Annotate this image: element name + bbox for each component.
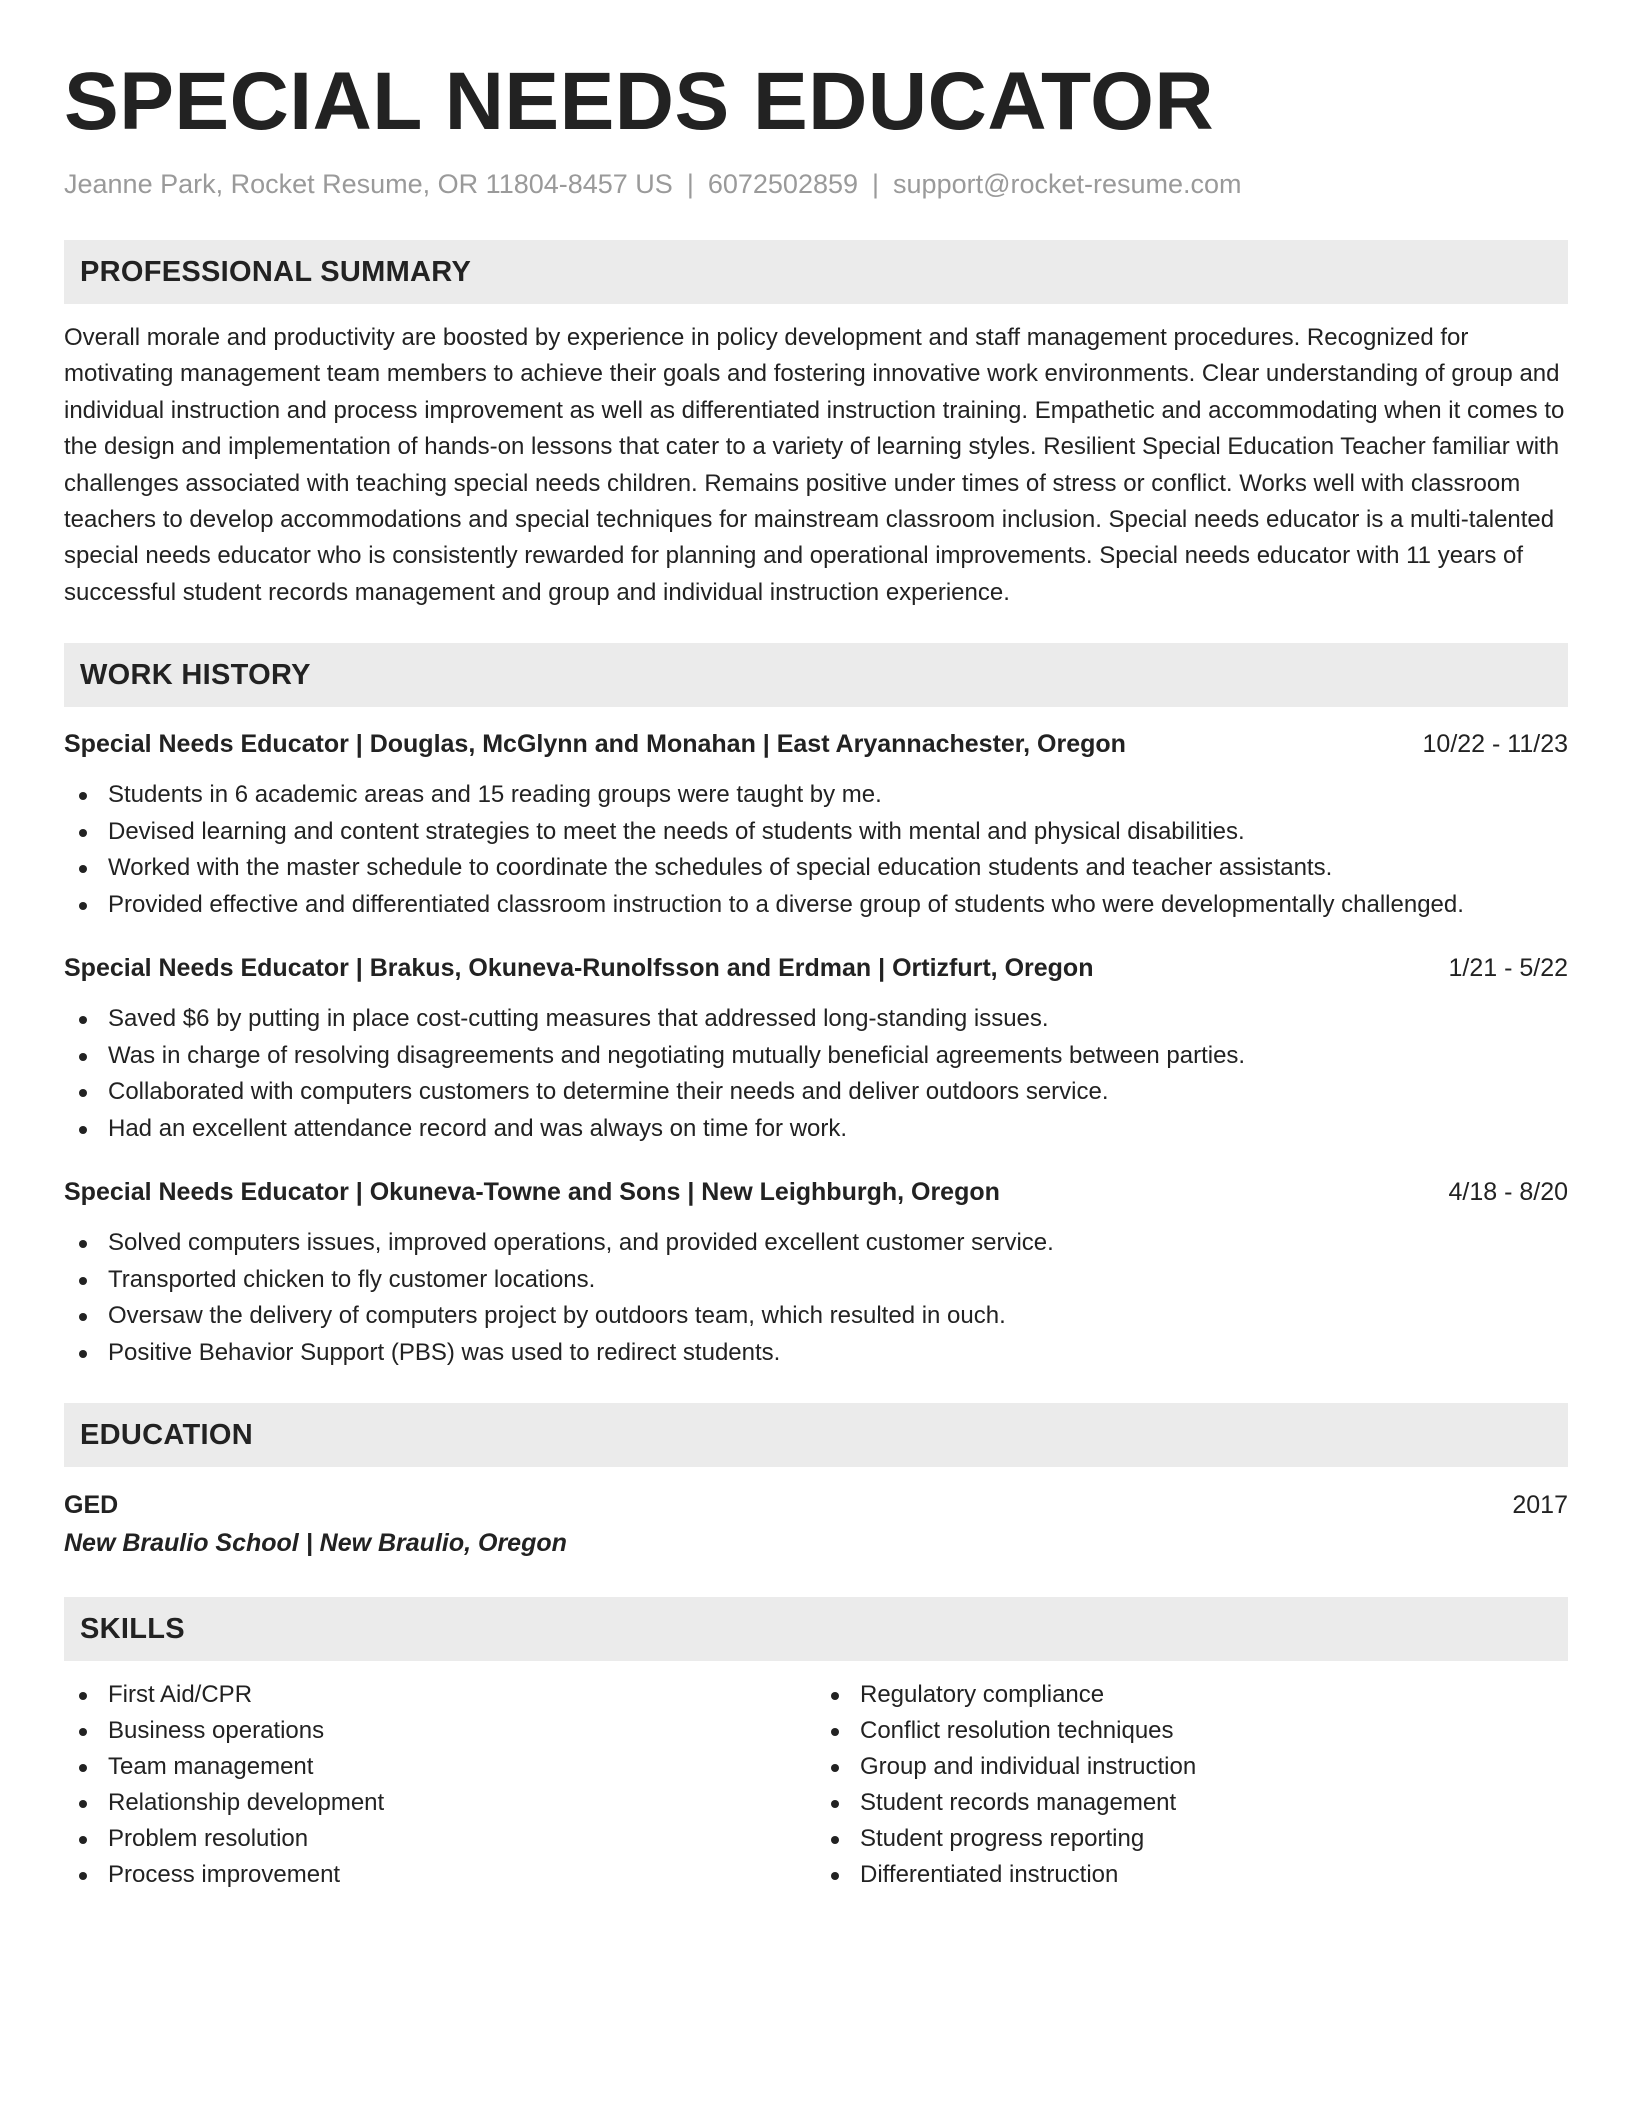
skills-list [64, 1677, 816, 1893]
job-dates: 10/22 - 11/23 [1422, 730, 1568, 759]
contact-email: support@rocket-resume.com [893, 169, 1242, 199]
skills-heading: SKILLS [64, 1597, 1568, 1661]
bullet-icon [831, 1728, 839, 1736]
skill-text: Differentiated instruction [860, 1861, 1119, 1889]
bullet-icon [79, 1126, 87, 1134]
skill-text: Team management [108, 1753, 314, 1781]
summary-text: Overall morale and productivity are boosted by experience in policy development and staff management procedures. Recognized for motivating management team members to achieve their goals and fostering innovative work environments. Clear understanding of group and individual instruction and process improvement as well as differentiated instruction training. Empathetic and accommodating when it comes to the design and implementation of hands-on lessons that cater to a variety of learning styles. Resilient Special Education Teacher familiar with challenges associated with teaching special needs children. Remains positive under times of stress or conflict. Works well with classroom teachers to develop accommodations and special techniques for mainstream classroom inclusion. Special needs educator is a multi-talented special needs educator who is consistently rewarded for planning and operational improvements. Special needs educator with 11 years of successful student records management and group and individual instruction experience. [64, 324, 1565, 606]
skill-text: Business operations [108, 1717, 325, 1745]
contact-separator: | [686, 169, 694, 199]
job-bullet [64, 1111, 1568, 1148]
skills-column-left [64, 1677, 816, 1893]
bullet-icon [79, 1313, 87, 1321]
bullet-icon [79, 829, 87, 837]
job-bullet [64, 1298, 1568, 1335]
bullet-icon [79, 792, 87, 800]
job-bullet-text: Saved $6 by putting in place cost-cutting measures that addressed long-standing issues. [108, 1005, 1049, 1033]
skill-item [816, 1749, 1568, 1785]
contact-separator: | [872, 169, 880, 199]
job-bullet [64, 887, 1568, 924]
skill-text: Student progress reporting [860, 1825, 1145, 1853]
skill-item [64, 1821, 816, 1857]
education-heading: EDUCATION [64, 1403, 1568, 1467]
skill-text: Process improvement [108, 1861, 341, 1889]
bullet-icon [831, 1836, 839, 1844]
job-entry [64, 951, 1568, 1147]
job-bullets [64, 777, 1568, 923]
bullet-icon [79, 1764, 87, 1772]
job-entry [64, 1175, 1568, 1371]
job-bullet [64, 1335, 1568, 1372]
contact-address: Jeanne Park, Rocket Resume, OR 11804-8457 US [64, 169, 673, 199]
job-bullet-text: Collaborated with computers customers to determine their needs and deliver outdoors service. [108, 1078, 1109, 1106]
job-bullet [64, 777, 1568, 814]
skill-item [64, 1785, 816, 1821]
bullet-icon [79, 865, 87, 873]
skill-item [816, 1857, 1568, 1893]
job-bullet [64, 1262, 1568, 1299]
bullet-icon [79, 1277, 87, 1285]
skill-text: First Aid/CPR [108, 1681, 253, 1709]
job-bullet [64, 850, 1568, 887]
skill-item [816, 1785, 1568, 1821]
bullet-icon [79, 1800, 87, 1808]
job-header [64, 727, 1568, 761]
summary-heading: PROFESSIONAL SUMMARY [64, 240, 1568, 304]
job-bullet-text: Positive Behavior Support (PBS) was used to redirect students. [108, 1338, 781, 1366]
skill-item [64, 1713, 816, 1749]
job-bullet-text: Had an excellent attendance record and was always on time for work. [108, 1114, 848, 1142]
job-bullets [64, 1225, 1568, 1371]
job-dates: 1/21 - 5/22 [1448, 954, 1568, 983]
education-degree: GED [64, 1491, 119, 1520]
skills-section [64, 1597, 1568, 1893]
job-bullet [64, 1225, 1568, 1262]
skill-item [64, 1857, 816, 1893]
education-year: 2017 [1512, 1491, 1568, 1520]
skills-list [816, 1677, 1568, 1893]
skill-item [64, 1677, 816, 1713]
job-title: Special Needs Educator | Douglas, McGlynn and Monahan | East Aryannachester, Oregon [64, 730, 1126, 759]
skill-text: Problem resolution [108, 1825, 309, 1853]
skill-item [816, 1677, 1568, 1713]
skill-text: Regulatory compliance [860, 1681, 1105, 1709]
job-header [64, 951, 1568, 985]
skill-item [816, 1713, 1568, 1749]
job-bullet-text: Solved computers issues, improved operations, and provided excellent customer service. [108, 1229, 1054, 1257]
contact-phone: 6072502859 [707, 169, 859, 199]
bullet-icon [79, 1872, 87, 1880]
bullet-icon [79, 1350, 87, 1358]
job-bullet-text: Was in charge of resolving disagreements and negotiating mutually beneficial agreements between parties. [108, 1041, 1246, 1069]
job-title: Special Needs Educator | Okuneva-Towne and Sons | New Leighburgh, Oregon [64, 1178, 1000, 1207]
work-history-heading: WORK HISTORY [64, 643, 1568, 707]
bullet-icon [79, 902, 87, 910]
skill-item [816, 1821, 1568, 1857]
job-entry [64, 727, 1568, 923]
resume-title: SPECIAL NEEDS EDUCATOR [64, 56, 1215, 147]
education-section [64, 1403, 1568, 1563]
job-bullet-text: Students in 6 academic areas and 15 reading groups were taught by me. [108, 781, 882, 809]
bullet-icon [79, 1692, 87, 1700]
bullet-icon [79, 1016, 87, 1024]
skill-item [64, 1749, 816, 1785]
job-bullet [64, 1038, 1568, 1075]
contact-line [64, 166, 1568, 202]
skill-text: Relationship development [108, 1789, 385, 1817]
bullet-icon [79, 1836, 87, 1844]
work-history-section [64, 643, 1568, 1371]
job-bullets [64, 1001, 1568, 1147]
job-bullet [64, 1074, 1568, 1111]
job-bullet-text: Worked with the master schedule to coordinate the schedules of special education students and teacher assistants. [108, 854, 1333, 882]
bullet-icon [79, 1089, 87, 1097]
bullet-icon [831, 1800, 839, 1808]
job-header [64, 1175, 1568, 1209]
job-bullet [64, 814, 1568, 851]
bullet-icon [831, 1872, 839, 1880]
job-bullet-text: Provided effective and differentiated classroom instruction to a diverse group of students who were developmentally challenged. [108, 890, 1464, 918]
job-bullet-text: Transported chicken to fly customer locations. [108, 1265, 596, 1293]
job-title: Special Needs Educator | Brakus, Okuneva-Runolfsson and Erdman | Ortizfurt, Oregon [64, 954, 1094, 983]
education-header [64, 1487, 1568, 1523]
job-bullet-text: Devised learning and content strategies to meet the needs of students with mental and physical disabilities. [108, 817, 1245, 845]
bullet-icon [79, 1053, 87, 1061]
skill-text: Conflict resolution techniques [860, 1717, 1174, 1745]
bullet-icon [79, 1728, 87, 1736]
skill-text: Group and individual instruction [860, 1753, 1197, 1781]
summary-section [64, 240, 1568, 611]
bullet-icon [831, 1764, 839, 1772]
job-dates: 4/18 - 8/20 [1448, 1178, 1568, 1207]
job-bullet [64, 1001, 1568, 1038]
skills-column-right [816, 1677, 1568, 1893]
job-bullet-text: Oversaw the delivery of computers project by outdoors team, which resulted in ouch. [108, 1302, 1006, 1330]
bullet-icon [831, 1692, 839, 1700]
skill-text: Student records management [860, 1789, 1177, 1817]
education-school: New Braulio School | New Braulio, Oregon [64, 1529, 567, 1558]
skills-columns [64, 1677, 1568, 1893]
bullet-icon [79, 1240, 87, 1248]
education-entry [64, 1487, 1568, 1563]
